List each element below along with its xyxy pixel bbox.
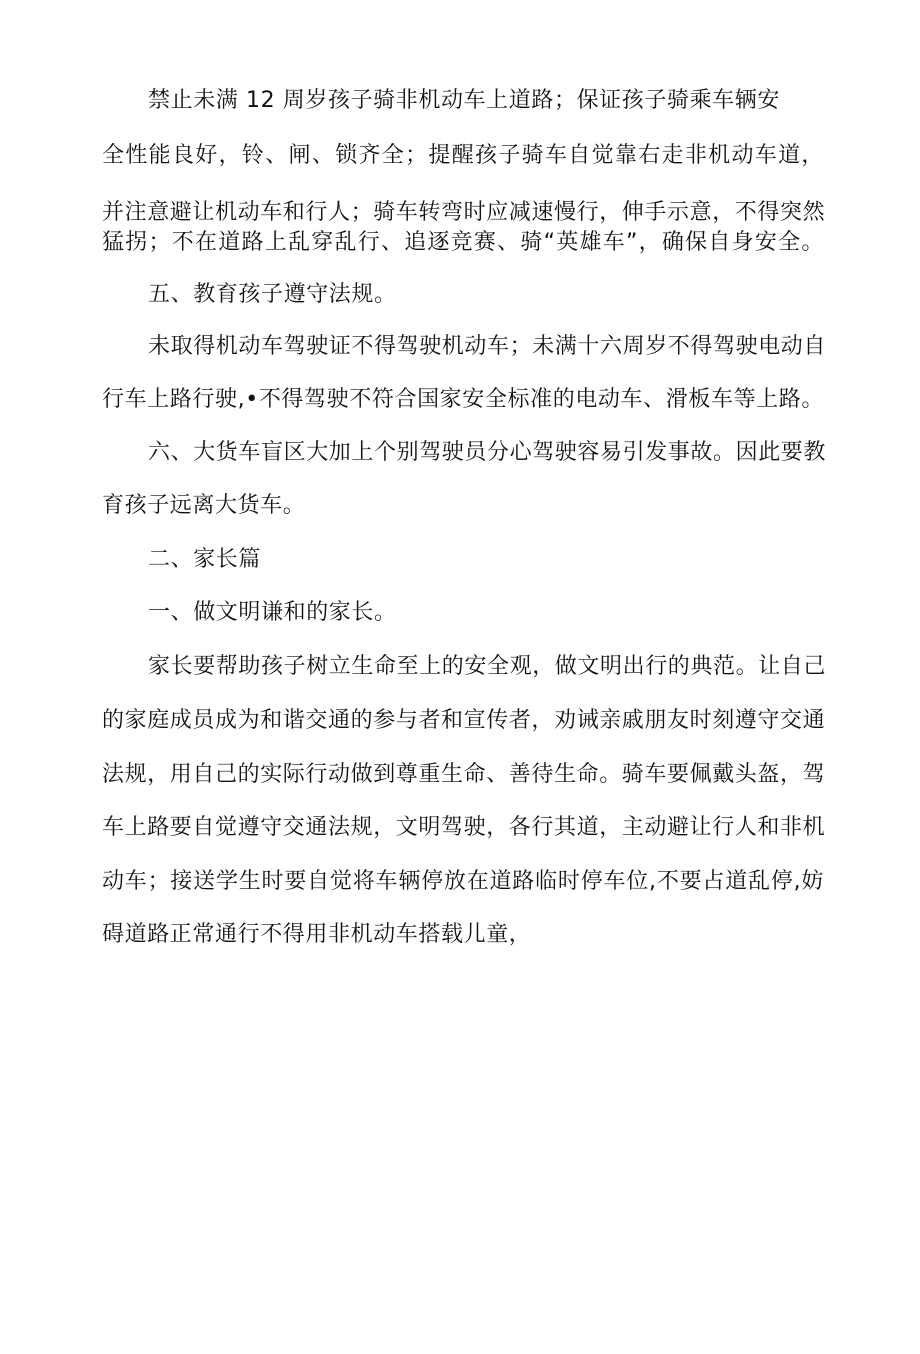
text-line: 禁止未满 12 周岁孩子骑非机动车上道路；保证孩子骑乘车辆安 bbox=[148, 88, 780, 113]
text-line: 未取得机动车驾驶证不得驾驶机动车；未满十六周岁不得驾驶电动自 bbox=[148, 334, 827, 359]
text-line: 车上路要自觉遵守交通法规，文明驾驶，各行其道，主动避让行人和非机 bbox=[102, 815, 826, 840]
text-line: 家长要帮助孩子树立生命至上的安全观，做文明出行的典范。让自己 bbox=[148, 654, 827, 679]
text-line: 猛拐；不在道路上乱穿乱行、追逐竞赛、骑“英雄车”，确保自身安全。 bbox=[102, 230, 824, 255]
text-line: 并注意避让机动车和行人；骑车转弯时应减速慢行，伸手示意，不得突然 bbox=[102, 200, 826, 225]
text-line: 碍道路正常通行不得用非机动车搭载儿童， bbox=[102, 922, 532, 947]
text-line: 动车；接送学生时要自觉将车辆停放在道路临时停车位,不要占道乱停,妨 bbox=[102, 869, 824, 894]
section-heading: 二、家长篇 bbox=[148, 547, 262, 572]
text-line: 六、大货车盲区大加上个别驾驶员分心驾驶容易引发事故。因此要教 bbox=[148, 440, 827, 465]
text-line: 法规，用自己的实际行动做到尊重生命、善待生命。骑车要佩戴头盔，驾 bbox=[102, 762, 826, 787]
section-heading: 一、做文明谦和的家长。 bbox=[148, 600, 397, 625]
text-line: 育孩子远离大货车。 bbox=[102, 493, 306, 518]
text-line: 行车上路行驶,•不得驾驶不符合国家安全标准的电动车、滑板车等上路。 bbox=[102, 387, 824, 412]
text-line: 全性能良好，铃、闸、锁齐全；提醒孩子骑车自觉靠右走非机动车道， bbox=[102, 143, 824, 168]
text-line: 的家庭成员成为和谐交通的参与者和宣传者，劝诫亲戚朋友时刻遵守交通 bbox=[102, 708, 826, 733]
section-heading: 五、教育孩子遵守法规。 bbox=[148, 282, 397, 307]
